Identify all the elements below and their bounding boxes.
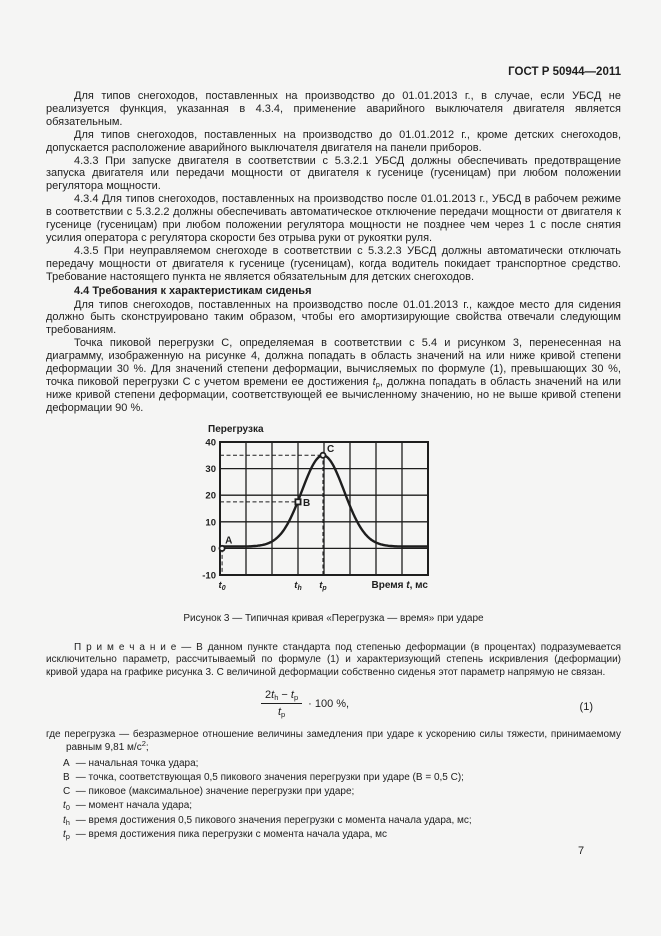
formula-block [46,689,621,729]
doc-number-header: ГОСТ Р 50944—2011 [508,66,621,78]
minus: − [278,689,291,702]
y-tick-label: 30 [205,463,216,475]
paragraph: Для типов снегоходов, поставленных на производство до 01.01.2012 г., кроме детских снегоходов, допускается расположение аварийного выключателя двигателя на панели приборов. [46,128,621,154]
symbol: С [63,786,71,798]
y-tick-label: 10 [205,516,216,528]
point-marker-A [219,545,224,550]
definition-text: — начальная точка удара; [73,757,199,769]
definition-item-t0 [63,799,621,813]
overload-time-chart [196,422,441,599]
where-clause [46,729,621,755]
paragraph-text: Точка пиковой перегрузки С, определяемая в соответствии с 5.4 и рисунком 3, перенесенная на диаграмму, изображенную на рисунке 4, должна попадать в область значений на или ниже кривой степени деформации 30 %. Для значений степени деформации, вычисляемых по формуле (1), превышающих 30 %, точка пиковой перегрузки С с учетом времени ее достижения [46,337,621,388]
paragraph-4-3-5: 4.3.5 При неуправляемом снегоходе в соответствии с 5.3.2.3 УБСД должны автоматически отключать передачу мощности от двигателя к гусенице (гусеницам), когда водитель покидает транспортное средство. Требование настоящего пункта не является обязательным для детских снегоходов. [46,244,621,283]
definition-item-tp [63,828,621,842]
x-tick-label: $t_p$ [319,579,327,592]
y-tick-label: 0 [210,543,216,555]
y-axis-label: Перегрузка [208,423,264,435]
y-tick-label: -10 [202,570,216,582]
superscript-2: 2 [141,738,146,748]
definition-item-th [63,814,621,828]
point-label-A: A [225,535,233,547]
paragraph-text: , должна попадать в область значений на или ниже кривой степени деформации, соответствующей ее вычисленному значению, но не выше кривой степени деформации 90 %. [46,375,621,414]
sub-p: p [281,710,286,720]
definition-text: — момент начала удара; [73,800,193,812]
symbol-t: t [277,706,282,719]
definition-text: — пиковое (максимальное) значение перегрузки при ударе; [73,786,355,798]
section-heading-4-4: 4.4 Требования к характеристикам сиденья [74,284,312,297]
note-label: П р и м е ч а н и е — [74,641,192,653]
symbol-t: t [290,689,294,702]
point-marker-B [295,499,300,504]
symbol: В [63,771,70,783]
note-text: В данном пункте стандарта под степенью деформации (в процентах) подразумевается исключительно параметр, рассчитываемый по формуле (1) и характеризующий степень искривления (деформации) кривой удара на графике рисунка 3. С величиной деформации собственно сиденья этот параметр напрямую не связан. [46,641,621,678]
point-label-B: B [303,497,311,509]
definitions-list [46,757,621,842]
figure-3 [46,422,621,625]
fraction-denominator [261,704,302,718]
symbol-t: t [271,689,275,702]
symbol: $t_0$ [63,800,70,813]
point-label-C: C [326,443,335,455]
formula-expression [261,689,349,718]
definition-item-B [63,771,621,785]
fraction [261,689,302,718]
definition-text: — время достижения 0,5 пикового значения перегрузки с момента начала удара, мс; [73,814,472,826]
sub-p: p [293,693,299,703]
paragraph: Для типов снегоходов, поставленных на производство до 01.01.2013 г., в случае, если УБСД не реализуется функция, указанная в 4.3.4, применение аварийного выключателя двигателя является обязательным. [46,90,621,128]
symbol: $t_h$ [63,814,70,827]
where-text: где перегрузка — безразмерное отношение величины замедления при ударе к ускорению силы тяжести, принимаемому равным 9,81 м/с [46,729,621,753]
paragraph: Для типов снегоходов, поставленных на производство после 01.01.2013 г., каждое место для сидения должно быть сконструировано таким образом, чтобы его амортизирующие свойства отвечали следующим требованиям. [46,298,621,337]
body-text [46,90,621,415]
where-tail: ; [145,741,149,753]
page-number: 7 [578,845,585,857]
x-tick-label: $t_0$ [218,579,226,592]
chart-svg [196,422,441,599]
definition-item-C [63,785,621,799]
coef: 2 [265,689,272,702]
x-tick-label: $t_h$ [294,579,302,592]
y-tick-label: 20 [205,490,216,502]
symbol: $t_p$ [63,828,70,841]
definition-text: — время достижения пика перегрузки с момента начала удара, мс [73,828,388,840]
figure-caption: Рисунок 3 — Типичная кривая «Перегрузка — время» при ударе [183,612,484,624]
x-axis-label: Время t, мс [371,579,428,591]
symbol-t-sub: p [375,379,380,389]
y-tick-label: 40 [205,437,216,449]
definition-text: — точка, соответствующая 0,5 пикового значения перегрузки при ударе (В = 0,5 С); [73,771,464,783]
paragraph [46,337,621,414]
definition-item-A [63,757,621,771]
paragraph-4-3-3: 4.3.3 При запуске двигателя в соответствии с 5.3.2.1 УБСД должны обеспечивать предотвращение запуска двигателя или передачи мощности от двигателя к гусенице (гусеницам) при любом положении регулятора мощности. [46,154,621,193]
point-marker-C [320,452,325,457]
sub-h: h [274,693,279,703]
formula-suffix: · 100 %, [308,697,350,710]
fraction-numerator [261,689,302,704]
symbol-t: t [372,375,376,388]
note-paragraph [46,642,621,680]
paragraph-4-3-4: 4.3.4 Для типов снегоходов, поставленных на производство после 01.01.2013 г., УБСД в рабочем режиме в соответствии с 5.3.2.2 должны обеспечивать автоматическое отключение передачи мощности от двигателя к гусенице (гусеницам) при любом положении регулятора мощности не позднее чем через 1 с после снятия усилия оператора с регулятора скорости без отрыва руки от рукоятки руля. [46,193,621,244]
equation-number: (1) [579,701,593,714]
symbol: А [63,757,70,769]
